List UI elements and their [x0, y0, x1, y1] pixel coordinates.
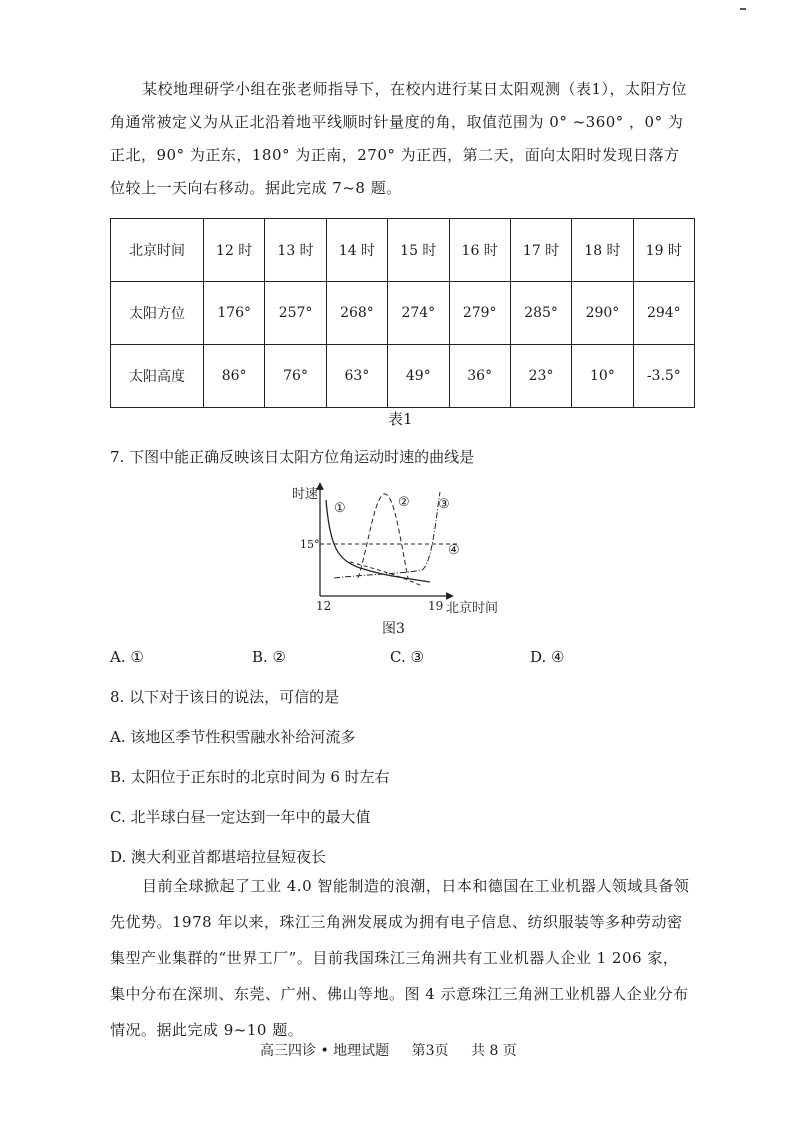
q8-option-d: D. 澳大利亚首都堪培拉昼短夜长: [110, 848, 327, 866]
x-tick-end: 19: [428, 599, 444, 613]
q7-option-c: C. ③: [390, 648, 424, 666]
footer-total: 共 8 页: [471, 1043, 517, 1059]
table-cell: 36°: [449, 345, 510, 408]
table-row-label: 北京时间: [111, 219, 204, 282]
table-cell: 294°: [633, 282, 694, 345]
table-cell: 12 时: [204, 219, 265, 282]
question-7-stem: 7. 下图中能正确反映该日太阳方位角运动时速的曲线是: [110, 448, 475, 466]
table-cell: -3.5°: [633, 345, 694, 408]
table-cell: 274°: [388, 282, 449, 345]
table-row: [111, 219, 695, 282]
table-cell: 279°: [449, 282, 510, 345]
table-cell: 257°: [265, 282, 326, 345]
scan-mark: [740, 8, 746, 10]
q8-option-c: C. 北半球白昼一定达到一年中的最大值: [110, 808, 371, 826]
intro-paragraph: 某校地理研学小组在张老师指导下，在校内进行某日太阳观测（表1），太阳方位角通常被定义为从正北沿着地平线顺时针量度的角，取值范围为 0° ~360° ，0° 为正北，90° 为正东，180° 为正南，270° 为正西，第二天，面向太阳时发现日落方位较上一天向右移动。据此完成 7~8 题。: [110, 80, 688, 197]
curve-3: [334, 492, 440, 578]
page-footer: [260, 1040, 535, 1060]
intro-paragraph-2: 目前全球掀起了工业 4.0 智能制造的浪潮，日本和德国在工业机器人领域具备领先优势。1978 年以来，珠江三角洲发展成为拥有电子信息、纺织服装等多种劳动密集型产业集群的“世界工厂”。目前我国珠江三角洲共有工业机器人企业 1 206 家，集中分布在深圳、东莞、广州、佛山等地。图 4 示意珠江三角洲工业机器人企业分布情况。据此完成 9~10 题。: [110, 877, 690, 1039]
table-cell: 19 时: [633, 219, 694, 282]
curve-label-1: ①: [334, 501, 346, 516]
curve-label-2: ②: [398, 495, 410, 510]
table-cell: 76°: [265, 345, 326, 408]
table-cell: 13 时: [265, 219, 326, 282]
table-row: [111, 345, 695, 408]
table-row-label: 太阳方位: [111, 282, 204, 345]
table-row-label: 太阳高度: [111, 345, 204, 408]
table-cell: 17 时: [510, 219, 571, 282]
table-cell: 49°: [388, 345, 449, 408]
question-8-stem: 8. 以下对于该日的说法，可信的是: [110, 688, 340, 706]
table-cell: 16 时: [449, 219, 510, 282]
y-tick-15: 15°: [300, 538, 320, 551]
table-cell: 86°: [204, 345, 265, 408]
x-tick-start: 12: [316, 599, 332, 613]
table-cell: 14 时: [326, 219, 387, 282]
figure-caption: 图3: [382, 621, 405, 637]
x-axis-label: 北京时间: [446, 601, 499, 616]
table-cell: 176°: [204, 282, 265, 345]
q7-option-a: A. ①: [110, 648, 144, 666]
table-cell: 18 时: [572, 219, 633, 282]
figure-3-chart: [290, 478, 520, 618]
table-cell: 63°: [326, 345, 387, 408]
footer-title: 高三四诊 • 地理试题: [260, 1043, 390, 1059]
table-cell: 290°: [572, 282, 633, 345]
y-axis-label: 时速: [292, 487, 319, 502]
table-cell: 15 时: [388, 219, 449, 282]
q8-option-a: A. 该地区季节性积雪融水补给河流多: [110, 728, 356, 746]
curve-label-4: ④: [448, 543, 460, 558]
observation-table: [110, 218, 695, 408]
table-caption: 表1: [388, 410, 413, 428]
table-cell: 285°: [510, 282, 571, 345]
table-cell: 268°: [326, 282, 387, 345]
table-row: [111, 282, 695, 345]
q8-option-b: B. 太阳位于正东时的北京时间为 6 时左右: [110, 768, 390, 786]
q7-option-b: B. ②: [252, 648, 287, 666]
table-cell: 23°: [510, 345, 571, 408]
q7-option-d: D. ④: [530, 648, 565, 666]
footer-page: 第3页: [411, 1043, 449, 1059]
table-cell: 10°: [572, 345, 633, 408]
curve-label-3: ③: [438, 497, 450, 512]
